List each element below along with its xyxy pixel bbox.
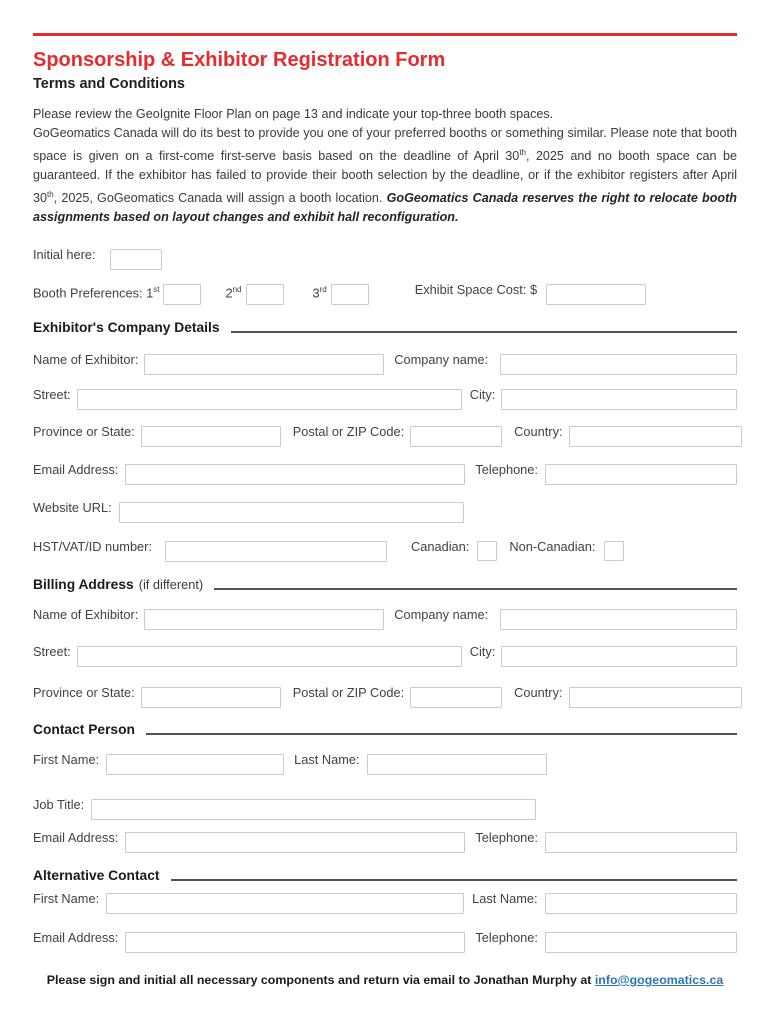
exhibitor-email-row: [33, 461, 737, 485]
contact-email-input[interactable]: [125, 832, 465, 853]
contact-name-row: [33, 751, 737, 775]
booth-preferences-label: [33, 281, 159, 300]
billing-street-input[interactable]: [77, 646, 462, 667]
contact-first-name-input[interactable]: [106, 754, 284, 775]
section-title: Exhibitor's Company Details: [33, 320, 220, 336]
website-row: [33, 499, 737, 523]
relocation-notice: GoGeomatics Canada reserves the right to relocate booth assignments based on layout changes and exhibit hall reconfiguration.: [33, 191, 737, 225]
exhibitor-name-input[interactable]: [144, 354, 384, 375]
terms-body-text-1: GoGeomatics Canada will do its best to provide you one of your preferred booths or something similar. Please note that booth space is given on a first-come first-serve basis based on the deadline of April 30: [33, 126, 737, 164]
initial-here-input[interactable]: [110, 249, 162, 270]
exhibit-space-cost-input[interactable]: [546, 284, 646, 305]
exhibitor-telephone-input[interactable]: [545, 464, 737, 485]
company-name-label: Company name:: [394, 607, 489, 623]
page-content: [33, 0, 737, 953]
billing-address-header: [33, 576, 737, 593]
exhibitor-company-input[interactable]: [500, 354, 737, 375]
terms-intro: Please review the GeoIgnite Floor Plan on page 13 and indicate your top-three booth spaces.: [33, 107, 554, 121]
website-url-input[interactable]: [119, 502, 464, 523]
booth-pref-3-label: [313, 281, 327, 300]
footer-instruction: [0, 973, 770, 987]
exhibitor-province-row: [33, 423, 737, 447]
initial-here-label: Initial here:: [33, 247, 96, 263]
section-rule: [146, 733, 737, 735]
contact-telephone-input[interactable]: [545, 832, 737, 853]
contact-person-header: [33, 721, 737, 738]
section-title-suffix: (if different): [138, 577, 204, 593]
website-url-label: Website URL:: [33, 500, 112, 516]
non-canadian-label: Non-Canadian:: [509, 539, 596, 555]
exhibitor-email-input[interactable]: [125, 464, 465, 485]
last-name-label: Last Name:: [294, 752, 360, 768]
booth-label-text: 2: [225, 285, 233, 301]
alt-first-name-input[interactable]: [106, 893, 464, 914]
first-name-label: First Name:: [33, 752, 100, 768]
city-label: City:: [469, 387, 496, 403]
initial-row: [33, 246, 737, 270]
footer-text: Please sign and initial all necessary components and return via email to Jonathan Murphy at: [46, 973, 595, 987]
exhibitor-postal-input[interactable]: [410, 426, 502, 447]
exhibit-space-cost-label: Exhibit Space Cost: $: [414, 282, 538, 298]
exhibitor-country-input[interactable]: [569, 426, 742, 447]
exhibitor-details-header: [33, 319, 737, 336]
billing-country-input[interactable]: [569, 687, 742, 708]
exhibitor-province-input[interactable]: [141, 426, 281, 447]
billing-province-input[interactable]: [141, 687, 281, 708]
section-rule: [171, 879, 738, 881]
first-name-label: First Name:: [33, 891, 100, 907]
telephone-label: Telephone:: [475, 830, 538, 846]
email-address-label: Email Address:: [33, 462, 119, 478]
booth-label-text: 3: [312, 285, 320, 301]
alternative-contact-header: [33, 867, 737, 884]
street-label: Street:: [33, 644, 71, 660]
top-rule: [33, 33, 737, 36]
canadian-checkbox[interactable]: [477, 541, 497, 561]
ordinal-sup: th: [47, 190, 54, 200]
booth-preferences-row: [33, 281, 737, 305]
exhibitor-name-row: [33, 351, 737, 375]
province-label: Province or State:: [33, 685, 135, 701]
telephone-label: Telephone:: [475, 930, 538, 946]
terms-body-text-2: , 2025 and no booth space can be guaranteed. If the exhibitor has failed to provide their booth selection by the deadline, or if the exhibitor registers after April 30: [33, 149, 737, 206]
company-name-label: Company name:: [394, 352, 489, 368]
alt-email-input[interactable]: [125, 932, 465, 953]
terms-body-text-3: , 2025, GoGeomatics Canada will assign a booth location.: [53, 191, 387, 206]
billing-street-row: [33, 643, 737, 667]
section-rule: [214, 588, 737, 590]
hst-vat-id-input[interactable]: [165, 541, 387, 562]
exhibitor-street-input[interactable]: [77, 389, 462, 410]
booth-pref-3-input[interactable]: [331, 284, 369, 305]
alt-email-row: [33, 929, 737, 953]
job-title-label: Job Title:: [33, 797, 85, 813]
alt-name-row: [33, 890, 737, 914]
booth-pref-1-input[interactable]: [163, 284, 201, 305]
ordinal-sup: th: [519, 148, 526, 157]
billing-city-input[interactable]: [501, 646, 737, 667]
billing-postal-input[interactable]: [410, 687, 502, 708]
booth-label-text: Booth Preferences: 1: [33, 285, 154, 301]
contact-last-name-input[interactable]: [367, 754, 547, 775]
hst-row: [33, 538, 737, 562]
email-link[interactable]: info@gogeomatics.ca: [594, 973, 724, 987]
billing-name-input[interactable]: [144, 609, 384, 630]
ordinal-sup: nd: [232, 285, 242, 295]
section-title: Contact Person: [33, 722, 135, 738]
province-label: Province or State:: [33, 424, 135, 440]
street-label: Street:: [33, 387, 71, 403]
billing-company-input[interactable]: [500, 609, 737, 630]
terms-body: [33, 124, 737, 227]
non-canadian-checkbox[interactable]: [604, 541, 624, 561]
exhibitor-street-row: [33, 386, 737, 410]
country-label: Country:: [514, 685, 563, 701]
job-title-row: [33, 796, 737, 820]
email-address-label: Email Address:: [33, 930, 119, 946]
billing-name-row: [33, 606, 737, 630]
last-name-label: Last Name:: [472, 891, 538, 907]
country-label: Country:: [514, 424, 563, 440]
canadian-label: Canadian:: [411, 539, 470, 555]
email-address-label: Email Address:: [33, 830, 119, 846]
alt-telephone-input[interactable]: [545, 932, 737, 953]
postal-label: Postal or ZIP Code:: [292, 424, 405, 440]
telephone-label: Telephone:: [475, 462, 538, 478]
name-of-exhibitor-label: Name of Exhibitor:: [33, 607, 139, 623]
billing-province-row: [33, 684, 737, 708]
section-rule: [231, 331, 737, 333]
section-title: Billing Address: [33, 577, 134, 593]
postal-label: Postal or ZIP Code:: [292, 685, 405, 701]
contact-email-row: [33, 829, 737, 853]
exhibitor-city-input[interactable]: [501, 389, 737, 410]
job-title-input[interactable]: [91, 799, 536, 820]
section-title: Alternative Contact: [33, 868, 160, 884]
booth-pref-2-input[interactable]: [246, 284, 284, 305]
page-title: Sponsorship & Exhibitor Registration Form: [33, 49, 446, 71]
ordinal-sup: rd: [319, 285, 327, 295]
alt-last-name-input[interactable]: [545, 893, 737, 914]
hst-vat-id-label: HST/VAT/ID number:: [33, 539, 152, 555]
ordinal-sup: st: [153, 285, 160, 295]
terms-heading: Terms and Conditions: [33, 76, 185, 92]
city-label: City:: [469, 644, 496, 660]
name-of-exhibitor-label: Name of Exhibitor:: [33, 352, 139, 368]
booth-pref-2-label: [225, 281, 241, 300]
